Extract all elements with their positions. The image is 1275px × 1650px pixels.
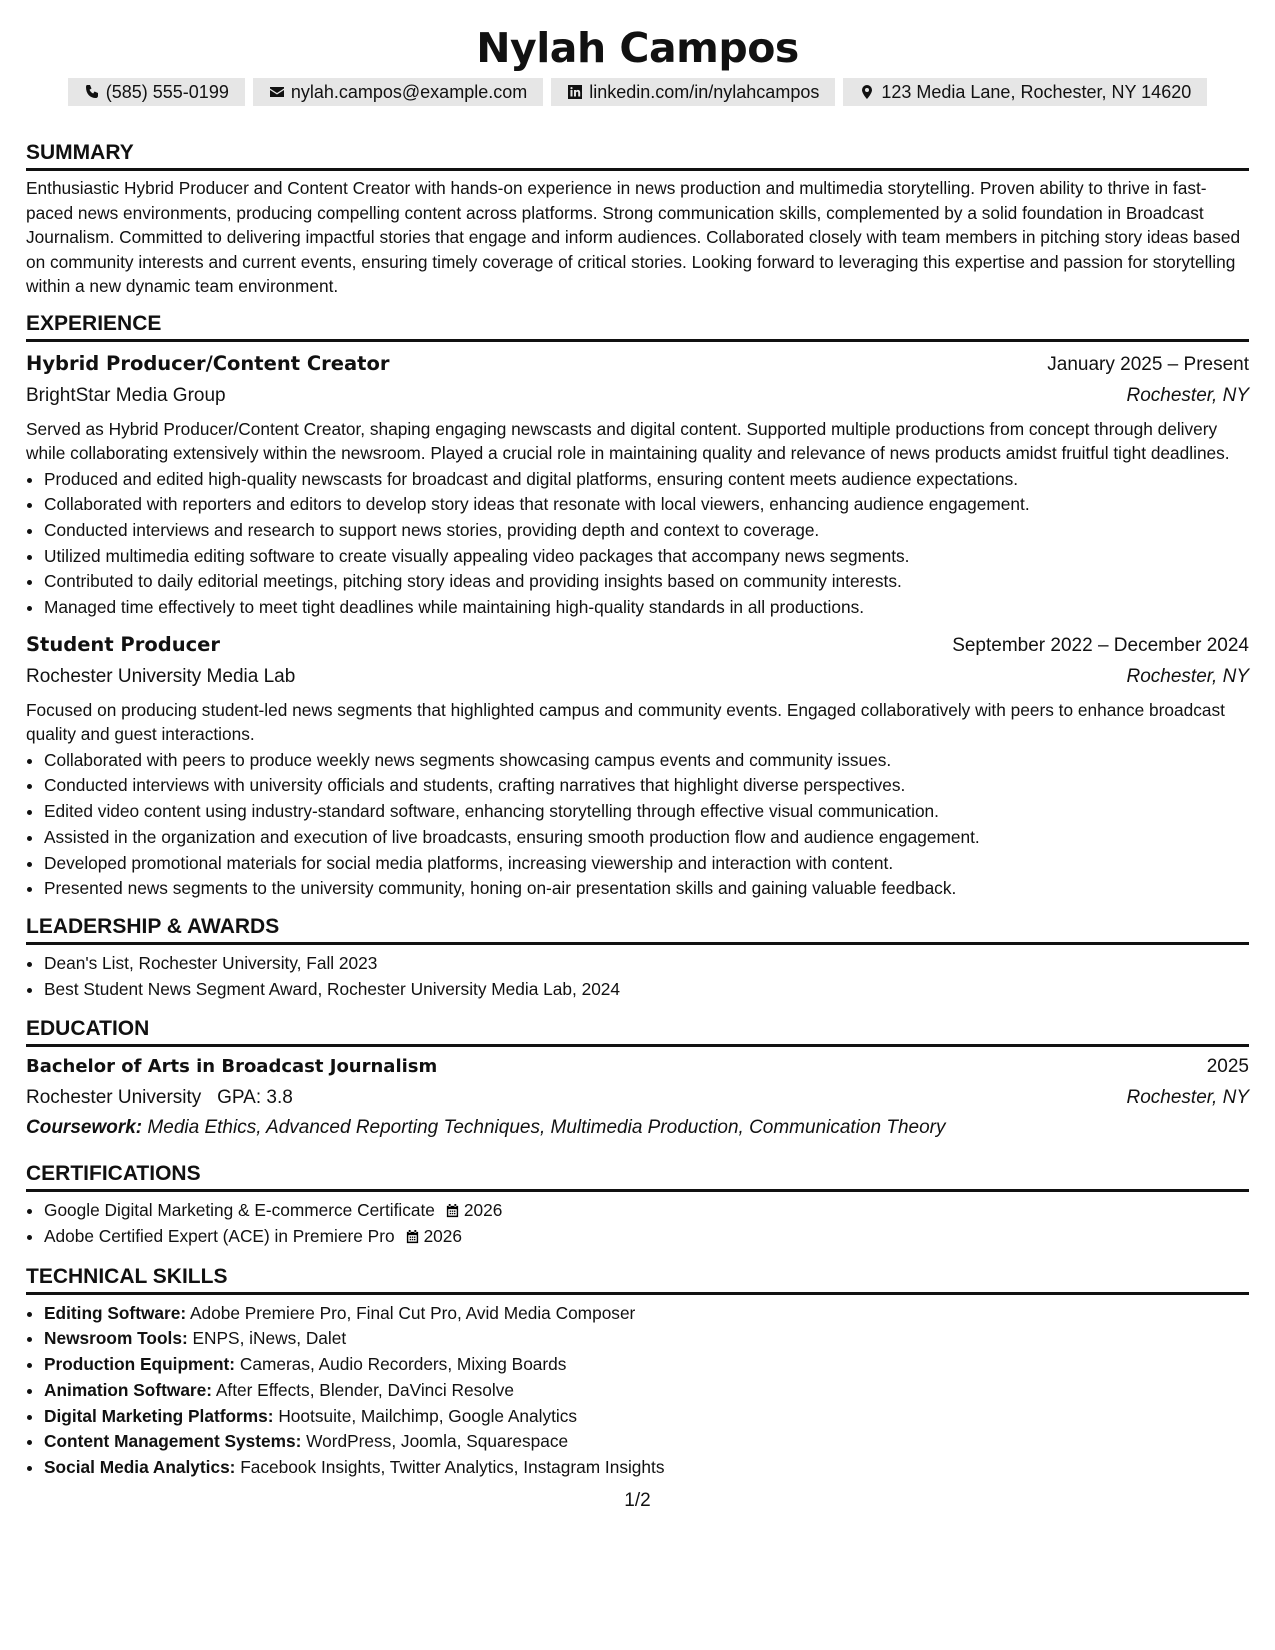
skill-value: After Effects, Blender, DaVinci Resolve [215,1379,514,1400]
list-item: • Assisted in the organization and execution of live broadcasts, ensuring smooth production flow and audience engagement. [44,825,1249,851]
calendar-icon [445,1203,460,1218]
linkedin-icon [567,84,583,100]
list-item [44,1404,1249,1430]
coursework-text: Media Ethics, Advanced Reporting Techniques, Multimedia Production, Communication Theory [147,1117,946,1139]
job-organization: BrightStar Media Group [26,384,226,406]
skill-label: Social Media Analytics: [44,1456,236,1477]
list-item: • Dean's List, Rochester University, Fall 2023 [44,951,1249,977]
list-item: • Contributed to daily editorial meetings, pitching story ideas and providing insights based on community interests. [44,569,1249,595]
gpa: GPA: 3.8 [217,1087,293,1109]
section-title: LEADERSHIP & AWARDS [26,914,1249,945]
certifications-section [26,1161,1249,1249]
skill-value: Adobe Premiere Pro, Final Cut Pro, Avid Media Composer [189,1302,636,1323]
list-item: • Collaborated with reporters and editors to develop story ideas that resonate with local viewers, enhancing audience engagement. [44,492,1249,518]
list-item: • Best Student News Segment Award, Rochester University Media Lab, 2024 [44,977,1249,1003]
job-description: Focused on producing student-led news segments that highlighted campus and community events. Engaged collaboratively with peers to enhance broadcast quality and guest interactions. [26,699,1225,744]
section-title: CERTIFICATIONS [26,1161,1249,1192]
job-organization: Rochester University Media Lab [26,665,296,687]
summary-section [26,140,1249,299]
cert-list [26,1198,1249,1249]
resume-page [26,0,1249,1481]
school-name: Rochester University [26,1087,202,1109]
address-chip [843,78,1207,106]
calendar-icon [405,1229,420,1244]
skill-label: Animation Software: [44,1379,213,1400]
skill-label: Content Management Systems: [44,1431,302,1452]
list-item: • Managed time effectively to meet tight deadlines while maintaining high-quality standards in all productions. [44,595,1249,621]
cert-name: Google Digital Marketing & E-commerce Certificate [44,1200,435,1221]
list-item: • Utilized multimedia editing software to create visually appealing video packages that accompany news segments. [44,544,1249,570]
coursework-line [26,1113,1249,1143]
list-item: • Collaborated with peers to produce weekly news segments showcasing campus events and community issues. [44,748,1249,774]
linkedin-chip[interactable] [551,78,835,106]
job-location: Rochester, NY [1126,665,1249,687]
list-item: • Developed promotional materials for social media platforms, increasing viewership and interaction with content. [44,851,1249,877]
experience-section [26,311,1249,902]
list-item: • Conducted interviews and research to support news stories, providing depth and context to coverage. [44,518,1249,544]
linkedin-text[interactable]: linkedin.com/in/nylahcampos [589,82,820,102]
job-dates: September 2022 – December 2024 [952,634,1249,656]
list-item [44,1455,1249,1481]
cert-year: 2026 [423,1226,463,1247]
section-title: SUMMARY [26,140,1249,171]
skills-list [26,1301,1249,1481]
graduation-year: 2025 [1206,1056,1249,1078]
list-item [44,1224,1249,1250]
list-item: • Produced and edited high-quality newscasts for broadcast and digital platforms, ensuring content meets audience expectations. [44,467,1249,493]
list-item [44,1429,1249,1455]
skill-label: Production Equipment: [44,1354,236,1375]
section-title: TECHNICAL SKILLS [26,1264,1249,1295]
contact-bar [26,78,1249,106]
job-location: Rochester, NY [1126,384,1249,406]
envelope-icon [269,84,285,100]
job-entry [26,629,1249,902]
cert-year: 2026 [463,1200,503,1221]
list-item: • Edited video content using industry-standard software, enhancing storytelling through effective visual communication. [44,799,1249,825]
address-text: 123 Media Lane, Rochester, NY 14620 [881,82,1192,102]
summary-text: Enthusiastic Hybrid Producer and Content Creator with hands-on experience in news production and multimedia storytelling. Proven ability to thrive in fast-paced news environments, producing compelling content across platforms. Strong communication skills, complemented by a solid foundation in Broadcast Journalism. Committed to delivering impactful stories that engage and inform audiences. Collaborated closely with team members in pitching story ideas based on community interests and current events, ensuring timely coverage of critical stories. Looking forward to leveraging this expertise and passion for storytelling within a new dynamic team environment. [26,178,1241,296]
list-item [44,1301,1249,1327]
coursework-label: Coursework: [26,1117,143,1139]
phone-text: (585) 555-0199 [105,82,229,102]
map-pin-icon [859,84,875,100]
school-line [26,1083,293,1113]
job-bullets [26,467,1249,621]
skill-value: WordPress, Joomla, Squarespace [306,1431,569,1452]
email-chip[interactable] [253,78,543,106]
job-bullets [26,748,1249,902]
phone-chip [68,78,245,106]
job-entry [26,348,1249,621]
list-item [44,1352,1249,1378]
skill-value: Cameras, Audio Recorders, Mixing Boards [239,1354,567,1375]
list-item [44,1198,1249,1224]
school-location: Rochester, NY [1126,1087,1249,1109]
page-number: 1/2 [624,1490,651,1511]
job-title: Hybrid Producer/Content Creator [26,351,390,375]
job-title: Student Producer [26,632,220,656]
section-title: EXPERIENCE [26,311,1249,342]
email-text[interactable]: nylah.campos@example.com [290,82,528,102]
skill-label: Newsroom Tools: [44,1328,188,1349]
job-description: Served as Hybrid Producer/Content Creator, shaping engaging newscasts and digital content. Supported multiple productions from concept through delivery while collaborating extensively within the newsroom. Played a crucial role in maintaining quality and relevance of news products amidst fruitful tight deadlines. [26,418,1230,463]
awards-list [26,951,1249,1002]
skill-value: ENPS, iNews, Dalet [192,1328,347,1349]
list-item [44,1326,1249,1352]
list-item: • Presented news segments to the university community, honing on-air presentation skills and gaining valuable feedback. [44,876,1249,902]
list-item [44,1378,1249,1404]
cert-name: Adobe Certified Expert (ACE) in Premiere Pro [44,1226,395,1247]
leadership-section [26,914,1249,1002]
skills-section [26,1264,1249,1481]
skill-label: Digital Marketing Platforms: [44,1405,274,1426]
job-dates: January 2025 – Present [1047,353,1249,375]
list-item: • Conducted interviews with university officials and students, crafting narratives that highlight diverse perspectives. [44,773,1249,799]
skill-label: Editing Software: [44,1302,187,1323]
degree-title: Bachelor of Arts in Broadcast Journalism [26,1056,438,1078]
candidate-name: Nylah Campos [476,24,799,72]
section-title: EDUCATION [26,1016,1249,1047]
skill-value: Hootsuite, Mailchimp, Google Analytics [278,1405,578,1426]
education-section [26,1016,1249,1143]
phone-icon [84,84,100,100]
skill-value: Facebook Insights, Twitter Analytics, Instagram Insights [240,1456,665,1477]
